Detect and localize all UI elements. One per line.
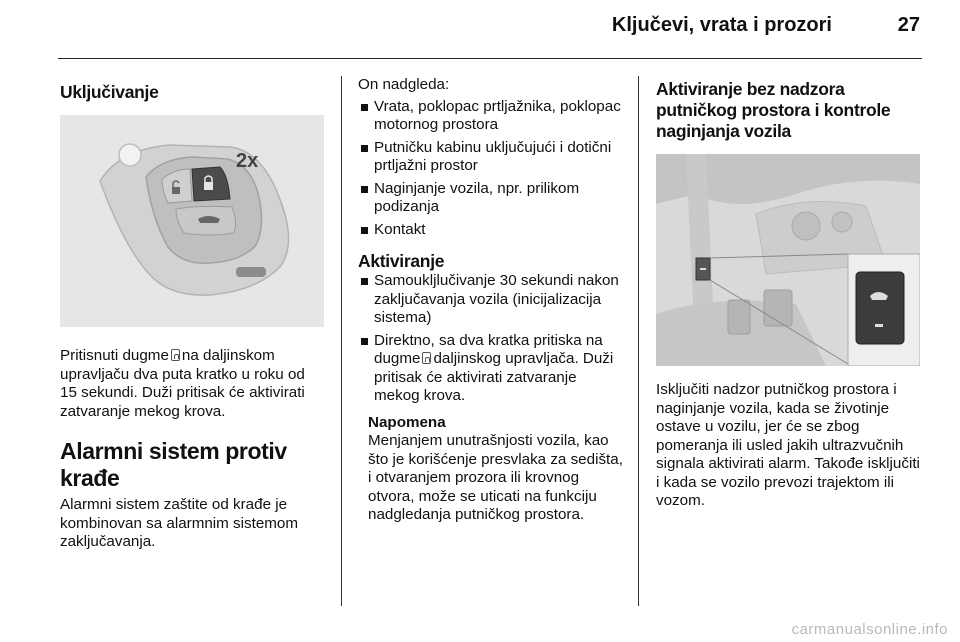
key-button-icon bbox=[422, 352, 431, 364]
list-item: Naginjanje vozila, npr. prilikom podizanja bbox=[358, 180, 624, 217]
deactivation-paragraph: Isključiti nadzor putničkog prostora i naginjanje vozila, kada se životinje ostave u vozilu, jer će se zbog pomeranja ili usled jakih ultrazvučnih signala aktivirati alarm. Takođe isključiti i kada se vozilo prevozi trajektom ili vozom. bbox=[656, 381, 920, 509]
column-divider-1 bbox=[341, 76, 342, 606]
list-item: Putničku kabinu uključujući i dotični prtljažni prostor bbox=[358, 139, 624, 176]
list-item: Kontakt bbox=[358, 221, 624, 240]
list-item: Samoukljlučivanje 30 sekundi nakon zaključavanja vozila (inicijalizacija sistema) bbox=[358, 272, 624, 328]
header-rule bbox=[58, 58, 922, 59]
list-item: Vrata, poklopac prtljažnika, poklopac motornog prostora bbox=[358, 98, 624, 135]
unlocking-text-b: na daljinskom upravljaču dva puta kratko u roku od 15 sekundi. Duži pritisak će aktivirati zatvaranje mekog krova. bbox=[60, 347, 305, 420]
key-fob-illustration bbox=[60, 115, 324, 327]
key-button-icon bbox=[171, 349, 180, 361]
monitors-list bbox=[358, 98, 624, 240]
alarm-system-paragraph: Alarmni sistem zaštite od krađe je kombinovan sa alarmnim sistemom zaključavanja. bbox=[60, 496, 299, 550]
column-3 bbox=[656, 76, 922, 511]
key-fob-figure bbox=[60, 115, 324, 327]
chapter-title: Ključevi, vrata i prozori bbox=[611, 14, 832, 36]
heading-alarm-system: Alarmni sistem protiv krađe bbox=[60, 438, 287, 491]
activation-list bbox=[358, 272, 624, 406]
list-item bbox=[358, 332, 624, 406]
watermark: carmanualsonline.info bbox=[791, 621, 948, 638]
column-1 bbox=[60, 76, 324, 552]
monitors-intro: On nadgleda: bbox=[358, 76, 450, 93]
press-twice-label: 2x bbox=[236, 150, 259, 172]
column-2 bbox=[358, 76, 624, 525]
page-header bbox=[0, 0, 960, 62]
dashboard-switch-figure bbox=[656, 154, 920, 366]
heading-deactivation: Aktiviranje bez nadzora putničkog prostora i kontrole naginjanja vozila bbox=[656, 79, 891, 141]
unlocking-paragraph bbox=[60, 347, 324, 421]
note-text: Menjanjem unutrašnjosti vozila, kao što je korišćenje presvlaka za sedišta, i otvaranjem prozora ili krovnog otvora, može se uticati na funkciju nadgledanja putničkog prostora. bbox=[368, 432, 623, 523]
page-number: 27 bbox=[897, 14, 920, 36]
activation-text-b: daljinskog upravljača. Duži pritisak će aktivirati zatvaranje mekog krova. bbox=[374, 350, 614, 404]
column-divider-2 bbox=[638, 76, 639, 606]
note-block bbox=[358, 414, 624, 525]
activation-text-a: Direktno, sa dva kratka pritiska na dugme bbox=[374, 331, 603, 367]
unlocking-text-a: Pritisnuti dugme bbox=[60, 347, 169, 364]
note-title: Napomena bbox=[368, 413, 446, 431]
dashboard-switch-illustration bbox=[656, 154, 920, 366]
heading-activation: Aktiviranje bbox=[358, 251, 445, 271]
heading-unlocking: Uključivanje bbox=[60, 82, 159, 102]
